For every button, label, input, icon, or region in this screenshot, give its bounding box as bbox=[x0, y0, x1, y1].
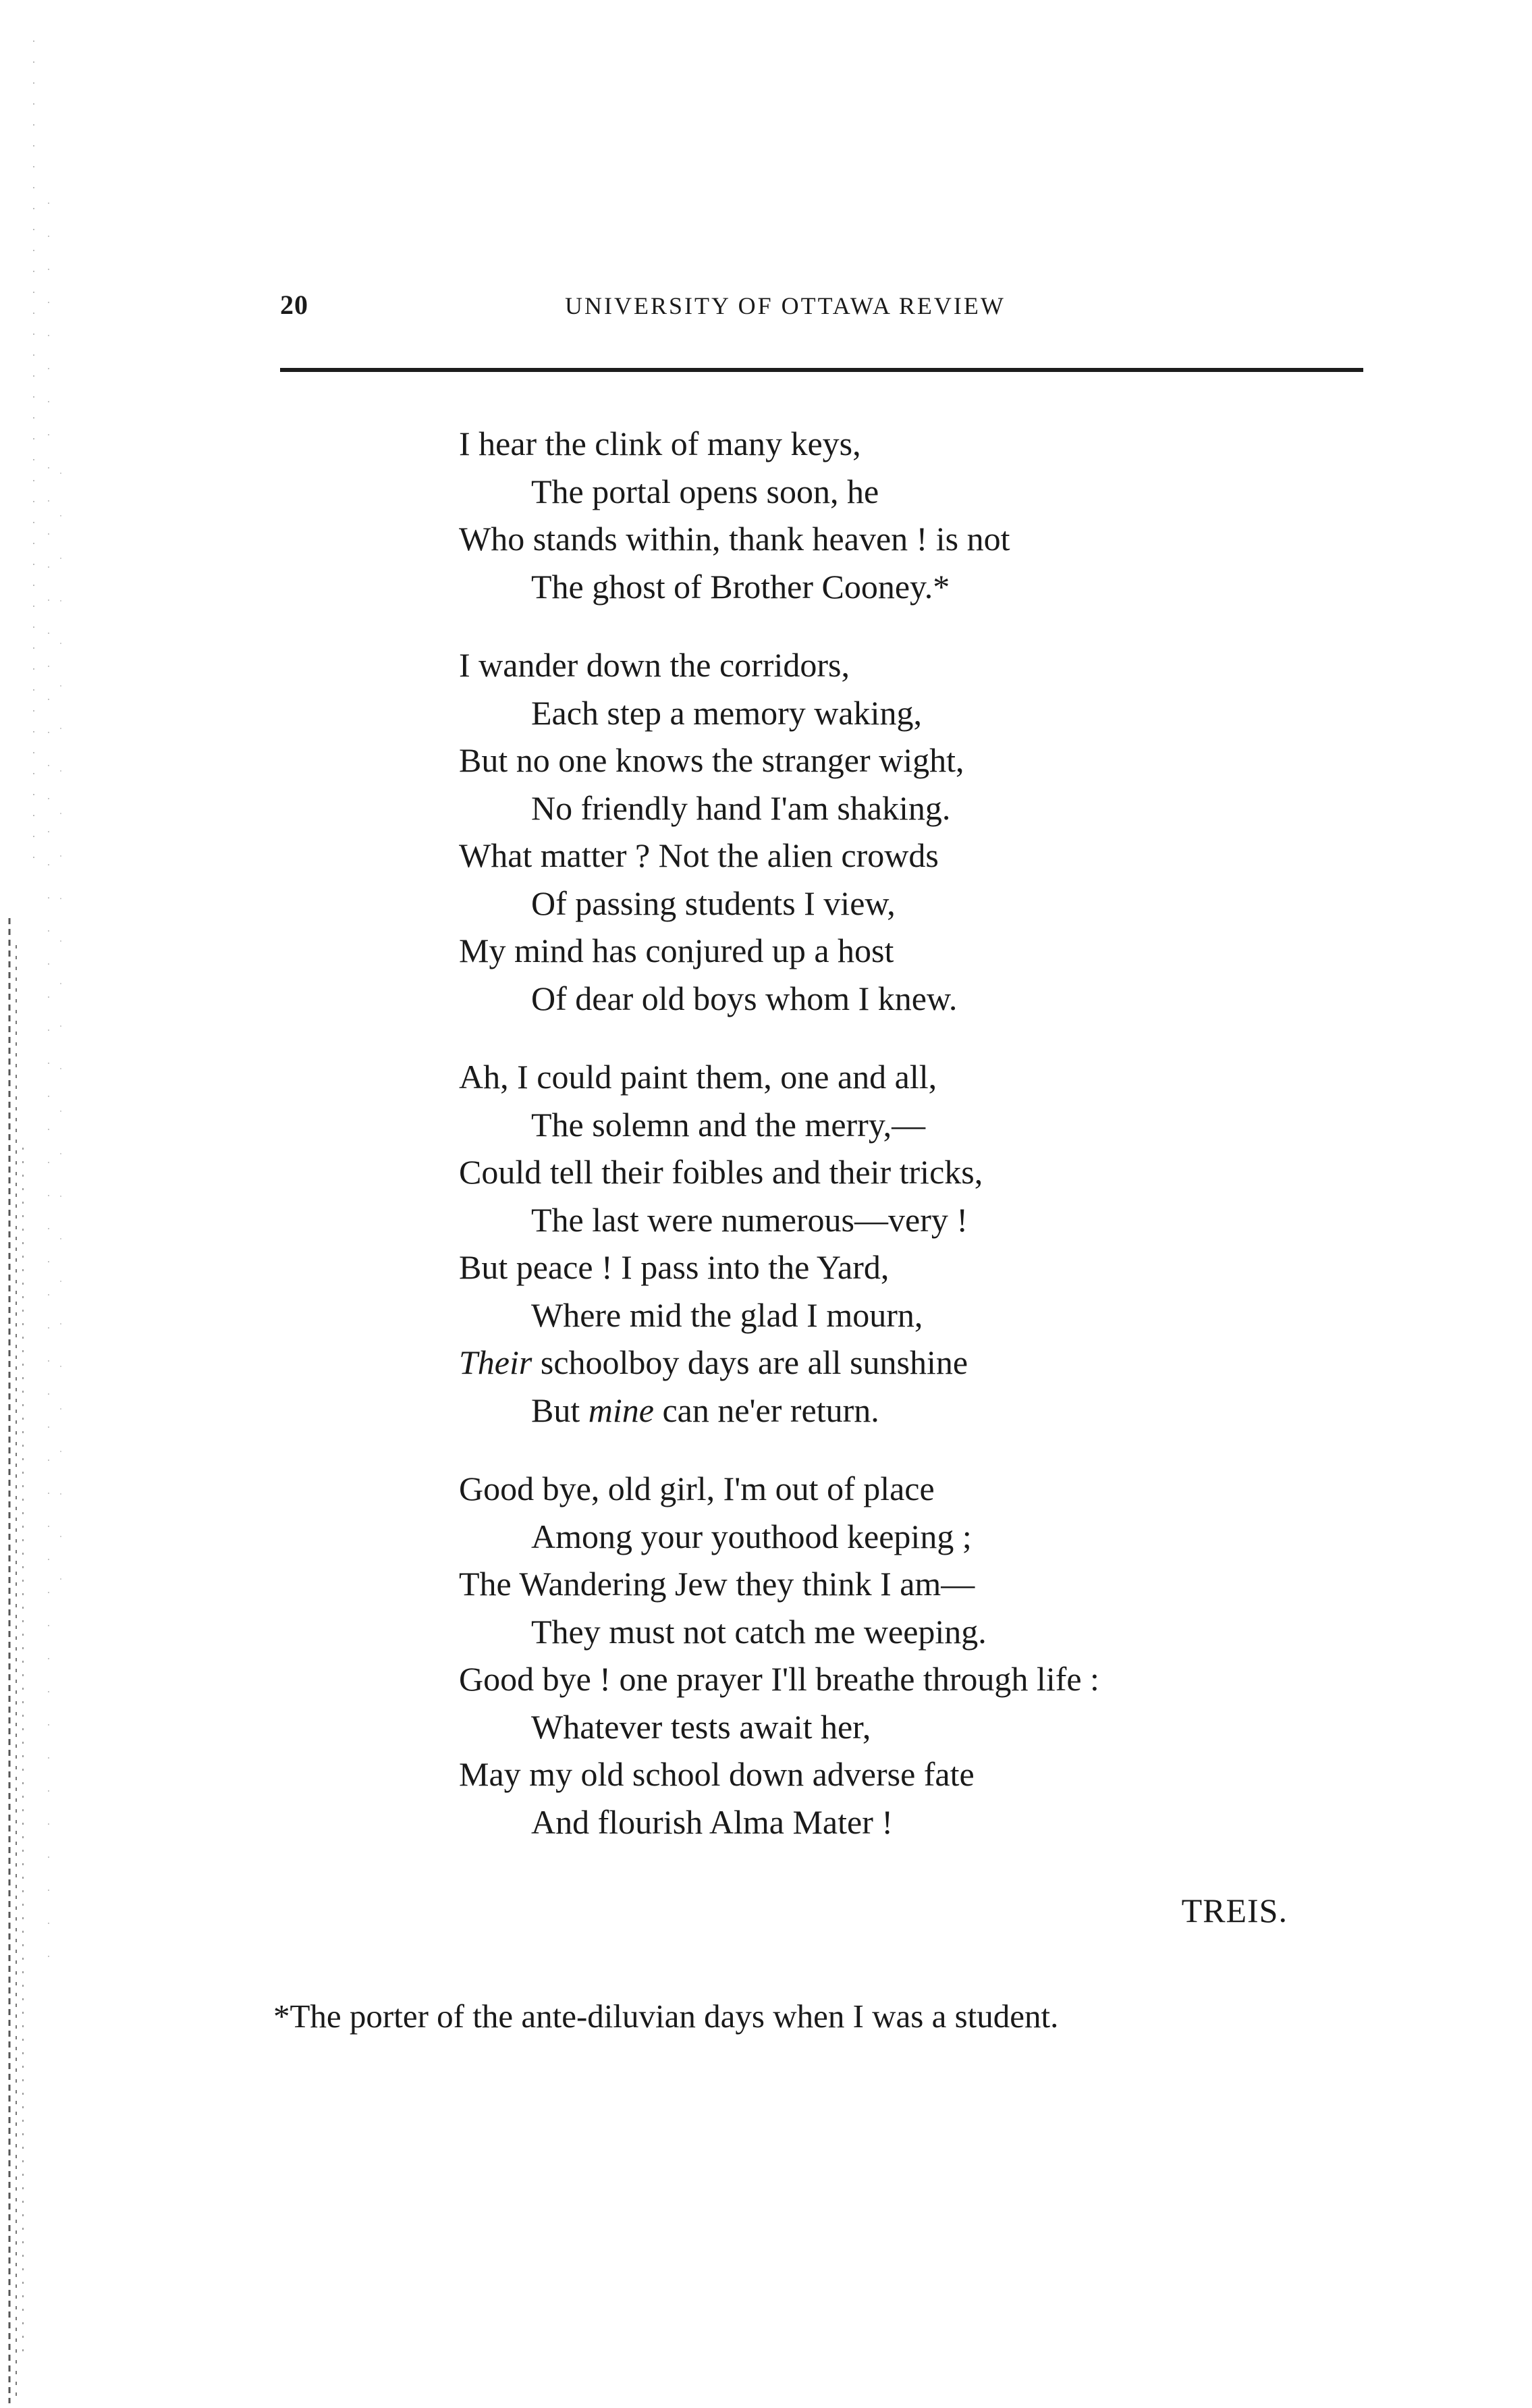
italic-word: mine bbox=[588, 1391, 654, 1429]
poem-line: May my old school down adverse fate bbox=[459, 1755, 975, 1793]
journal-title: UNIVERSITY OF OTTAWA REVIEW bbox=[565, 292, 1006, 319]
poem-line: But peace ! I pass into the Yard, bbox=[459, 1248, 890, 1286]
poem-line: Of dear old boys whom I knew. bbox=[531, 979, 958, 1017]
poem-line: The last were numerous—very ! bbox=[531, 1200, 968, 1239]
poem-line bbox=[459, 1339, 1336, 1387]
author-signature: TREIS. bbox=[1181, 1892, 1288, 1929]
page-number: 20 bbox=[280, 290, 308, 320]
poem bbox=[459, 420, 1336, 1877]
poem-line: Good bye ! one prayer I'll breathe through life : bbox=[459, 1660, 1099, 1698]
poem-line: Where mid the glad I mourn, bbox=[531, 1295, 923, 1334]
running-head bbox=[280, 289, 1360, 329]
stanza-1 bbox=[459, 420, 1336, 610]
poem-line: My mind has conjured up a host bbox=[459, 932, 894, 969]
header-rule bbox=[280, 368, 1363, 372]
line-text: schoolboy days are all sunshine bbox=[532, 1343, 968, 1381]
poem-line: I hear the clink of many keys, bbox=[459, 425, 861, 462]
poem-line: Could tell their foibles and their tricks, bbox=[459, 1153, 983, 1191]
poem-line: Whatever tests await her, bbox=[531, 1707, 871, 1746]
italic-word: Their bbox=[459, 1343, 532, 1381]
poem-line: Who stands within, thank heaven ! is not bbox=[459, 520, 1010, 558]
poem-line: The Wandering Jew they think I am— bbox=[459, 1565, 975, 1603]
stanza-4 bbox=[459, 1465, 1336, 1846]
stanza-3 bbox=[459, 1053, 1336, 1434]
poem-line: Of passing students I view, bbox=[531, 884, 896, 922]
poem-line: The portal opens soon, he bbox=[531, 472, 879, 510]
poem-line: Good bye, old girl, I'm out of place bbox=[459, 1470, 935, 1507]
poem-line: They must not catch me weeping. bbox=[531, 1612, 987, 1651]
poem-line: Ah, I could paint them, one and all, bbox=[459, 1058, 937, 1096]
poem-line: The solemn and the merry,— bbox=[531, 1105, 926, 1144]
poem-line: What matter ? Not the alien crowds bbox=[459, 836, 939, 874]
poem-line: I wander down the corridors, bbox=[459, 646, 850, 684]
scan-edge-noise bbox=[0, 0, 74, 2408]
poem-line: The ghost of Brother Cooney.* bbox=[531, 567, 950, 606]
line-text: But bbox=[531, 1391, 589, 1429]
stanza-2 bbox=[459, 641, 1336, 1022]
poem-line: But no one knows the stranger wight, bbox=[459, 741, 964, 779]
poem-line: Among your youthood keeping ; bbox=[531, 1517, 972, 1555]
poem-line: And flourish Alma Mater ! bbox=[531, 1802, 894, 1841]
poem-line: No friendly hand I'am shaking. bbox=[531, 788, 951, 827]
line-text: can ne'er return. bbox=[653, 1391, 879, 1429]
footnote: *The porter of the ante-diluvian days when I was a student. bbox=[273, 1998, 1059, 2035]
poem-line: Each step a memory waking, bbox=[531, 693, 922, 732]
poem-line bbox=[459, 1387, 1336, 1435]
